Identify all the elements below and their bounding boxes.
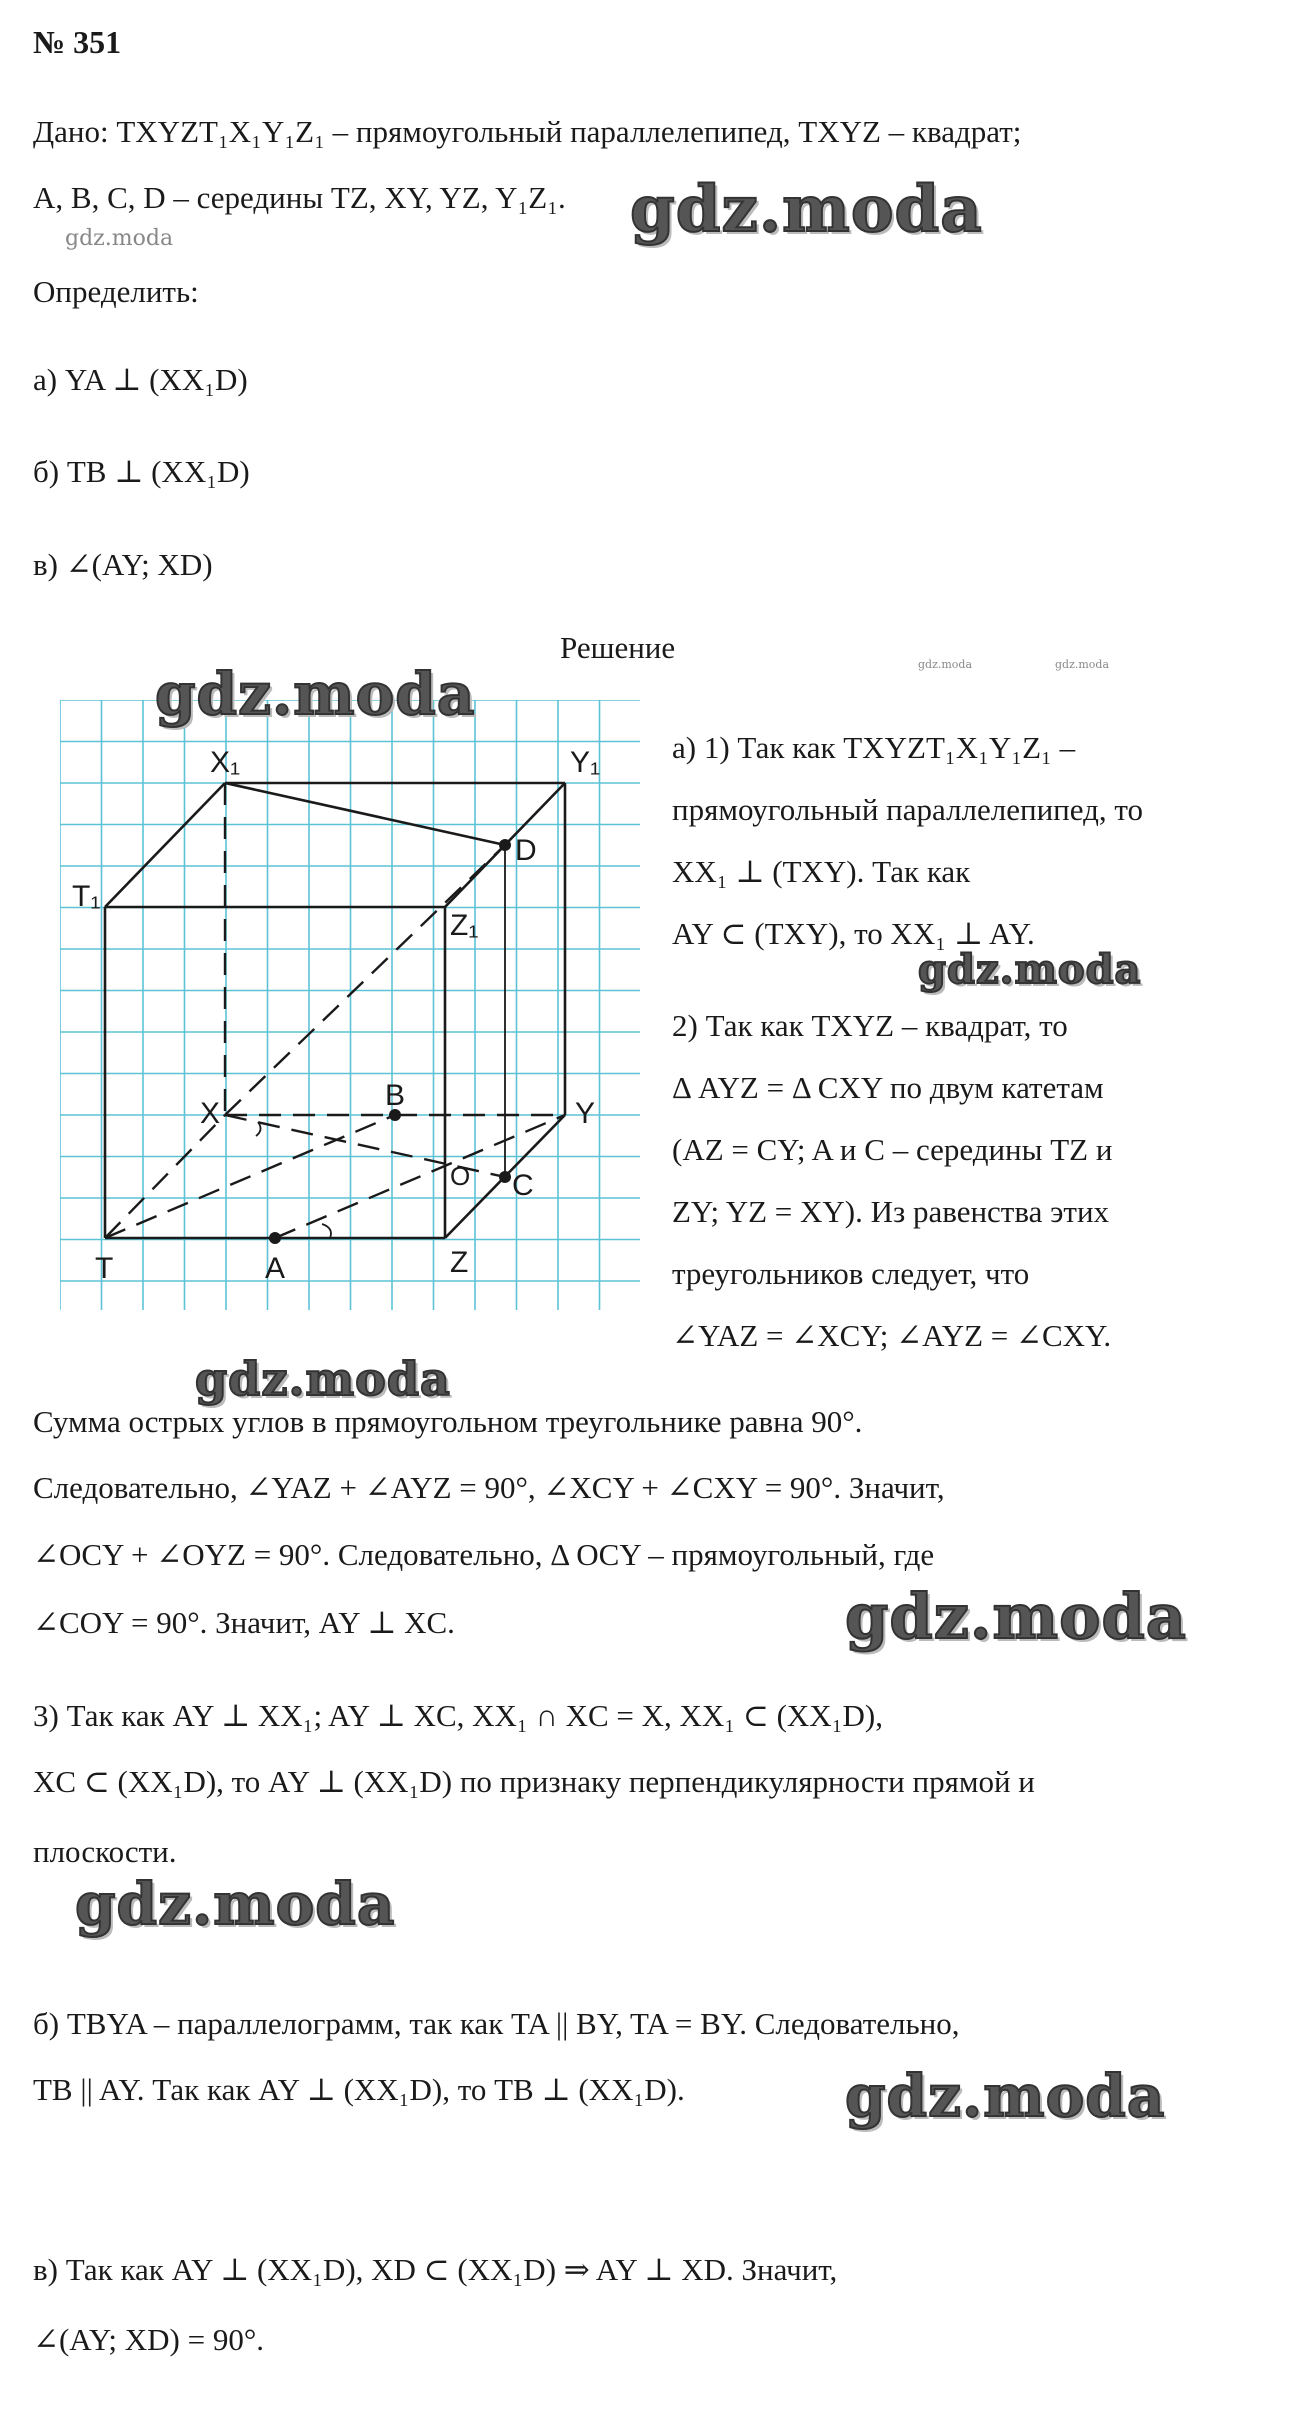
- label-t1: T₁: [72, 880, 101, 913]
- question-a: а) YA ⊥ (XX₁D): [33, 362, 248, 397]
- label-a: A: [265, 1252, 286, 1285]
- label-d: D: [515, 834, 537, 867]
- watermark-tiny: gdz.moda: [918, 658, 973, 671]
- sum-line-3: ∠OCY + ∠OYZ = 90°. Следовательно, Δ OCY – прямоугольный, где: [33, 1537, 935, 1572]
- angle-mark-x: [256, 1122, 261, 1136]
- sum-line-1: Сумма острых углов в прямоугольном треугольнике равна 90°.: [33, 1404, 863, 1439]
- point-d: [499, 839, 511, 851]
- label-z1: Z₁: [450, 909, 479, 942]
- label-c: C: [512, 1169, 534, 1202]
- grid: [60, 700, 640, 1310]
- question-b: б) TB ⊥ (XX₁D): [33, 454, 250, 489]
- step3-line-3: плоскости.: [33, 1834, 177, 1869]
- segment-t-b: [105, 1115, 395, 1238]
- label-t: T: [95, 1252, 114, 1285]
- part-c-line-2: ∠(AY; XD) = 90°.: [33, 2322, 264, 2357]
- determine-label: Определить:: [33, 274, 199, 309]
- angle-mark-a: [322, 1224, 331, 1238]
- watermark-small: gdz.moda: [65, 226, 174, 251]
- watermark: gdz.moda: [155, 660, 476, 728]
- part-a-line-1: а) 1) Так как TXYZT₁X₁Y₁Z₁ –: [672, 730, 1076, 765]
- sum-line-2: Следовательно, ∠YAZ + ∠AYZ = 90°, ∠XCY + ∠CXY = 90°. Значит,: [33, 1470, 945, 1505]
- given-line-2: A, B, C, D – середины TZ, XY, YZ, Y₁Z₁.: [33, 180, 566, 215]
- label-y1: Y₁: [570, 746, 601, 779]
- part-a-line-9: треугольников следует, что: [672, 1256, 1030, 1291]
- parallelepiped-figure: [60, 700, 640, 1325]
- part-a-line-4: AY ⊂ (TXY), то XX₁ ⊥ AY.: [672, 916, 1035, 951]
- label-x1: X₁: [210, 746, 241, 779]
- given-line-1: Дано: TXYZT₁X₁Y₁Z₁ – прямоугольный параллелепипед, TXYZ – квадрат;: [33, 114, 1022, 149]
- point-a: [269, 1232, 281, 1244]
- watermark: gdz.moda: [845, 1580, 1187, 1653]
- label-z: Z: [450, 1246, 469, 1279]
- part-a-line-3: XX₁ ⊥ (TXY). Так как: [672, 854, 971, 889]
- step3-line-1: 3) Так как AY ⊥ XX₁; AY ⊥ XC, XX₁ ∩ XC = X, XX₁ ⊂ (XX₁D),: [33, 1698, 883, 1733]
- watermark: gdz.moda: [195, 1352, 451, 1406]
- label-o: O: [450, 1161, 471, 1191]
- watermark: gdz.moda: [630, 172, 983, 247]
- label-b: B: [385, 1079, 406, 1112]
- watermark-tiny: gdz.moda: [1055, 658, 1110, 671]
- step3-line-2: XC ⊂ (XX₁D), то AY ⊥ (XX₁D) по признаку перпендикулярности прямой и: [33, 1764, 1035, 1799]
- part-b-line-1: б) TBYA – параллелограмм, так как TA || BY, TA = BY. Следовательно,: [33, 2006, 960, 2041]
- figure-svg: [60, 700, 640, 1320]
- edge-t1-x1: [105, 783, 225, 907]
- part-b-line-2: TB || AY. Так как AY ⊥ (XX₁D), то TB ⊥ (XX₁D).: [33, 2072, 685, 2107]
- hidden-edges: [105, 783, 565, 1238]
- task-number: № 351: [33, 24, 122, 60]
- edge-t-x: [105, 1115, 225, 1238]
- question-c: в) ∠(AY; XD): [33, 547, 213, 582]
- label-y: Y: [575, 1097, 596, 1130]
- solution-title: Решение: [560, 630, 676, 665]
- watermark: gdz.moda: [918, 946, 1142, 993]
- label-x: X: [200, 1097, 221, 1130]
- part-a-line-6: Δ AYZ = Δ CXY по двум катетам: [672, 1070, 1104, 1105]
- part-c-line-1: в) Так как AY ⊥ (XX₁D), XD ⊂ (XX₁D) ⇒ AY ⊥ XD. Значит,: [33, 2252, 838, 2287]
- watermark: gdz.moda: [75, 1870, 396, 1938]
- sum-line-4: ∠COY = 90°. Значит, AY ⊥ XC.: [33, 1605, 455, 1640]
- part-a-line-2: прямоугольный параллелепипед, то: [672, 792, 1144, 827]
- part-a-line-10: ∠YAZ = ∠XCY; ∠AYZ = ∠CXY.: [672, 1318, 1112, 1353]
- point-c: [499, 1171, 511, 1183]
- watermark: gdz.moda: [845, 2062, 1166, 2130]
- part-a-line-8: ZY; YZ = XY). Из равенства этих: [672, 1194, 1110, 1229]
- part-a-line-5: 2) Так как TXYZ – квадрат, то: [672, 1008, 1068, 1043]
- part-a-line-7: (AZ = CY; A и C – середины TZ и: [672, 1132, 1113, 1167]
